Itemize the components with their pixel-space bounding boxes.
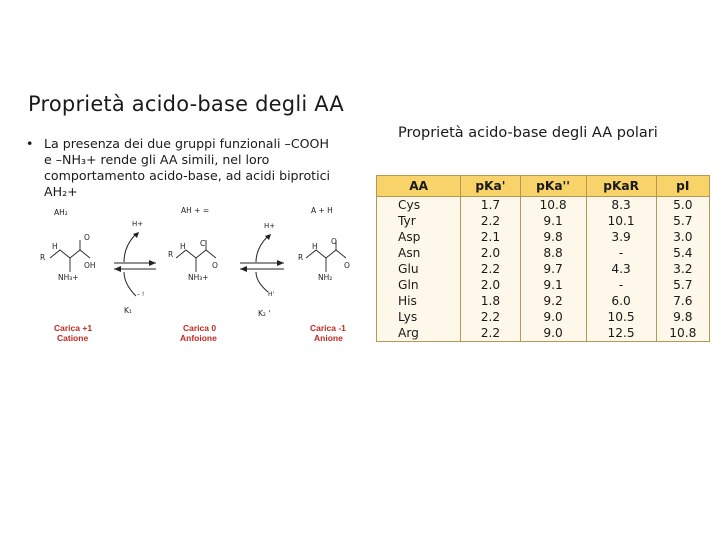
- cell-pka2: 9.0: [520, 309, 586, 325]
- svg-text:O: O: [331, 237, 337, 246]
- species-label: A + H: [311, 206, 333, 215]
- bullet-line: e –NH₃+ rende gli AA simili, nel loro: [44, 152, 270, 167]
- svg-text:C: C: [200, 239, 206, 248]
- cell-aa: Asn: [377, 245, 461, 261]
- svg-text:K₁: K₁: [124, 306, 132, 315]
- cell-pka2: 9.1: [520, 213, 586, 229]
- cell-pkar: 12.5: [586, 325, 656, 342]
- equilibrium-arrows-2: [240, 222, 284, 318]
- pka-table: [376, 175, 710, 342]
- cell-aa: Gln: [377, 277, 461, 293]
- cell-pi: 7.6: [656, 293, 709, 309]
- col-header-aa: AA: [377, 176, 461, 197]
- table-row: [377, 229, 710, 245]
- svg-text:H+: H+: [264, 222, 276, 230]
- table-row: [377, 293, 710, 309]
- charge-caption: Carica 0: [183, 323, 217, 333]
- svg-text:H': H': [268, 291, 275, 298]
- svg-text:NH₂: NH₂: [318, 273, 333, 282]
- cell-aa: Arg: [377, 325, 461, 342]
- svg-text:H: H: [52, 242, 58, 251]
- cell-pka1: 2.0: [461, 245, 520, 261]
- cell-aa: His: [377, 293, 461, 309]
- svg-text:O: O: [84, 233, 90, 242]
- equilibrium-svg: [28, 200, 360, 350]
- cell-pka1: 2.0: [461, 277, 520, 293]
- slide-title: Proprietà acido-base degli AA: [28, 92, 344, 116]
- charge-caption: Catione: [57, 333, 89, 343]
- svg-text:O: O: [212, 261, 218, 270]
- cell-pi: 3.2: [656, 261, 709, 277]
- equilibrium-arrows-1: [114, 220, 156, 315]
- cell-pka2: 9.0: [520, 325, 586, 342]
- cell-pkar: 10.5: [586, 309, 656, 325]
- cell-pka1: 2.2: [461, 309, 520, 325]
- cell-pka1: 1.7: [461, 197, 520, 214]
- table-row: [377, 309, 710, 325]
- cell-pka2: 10.8: [520, 197, 586, 214]
- table-row: [377, 325, 710, 342]
- table-title: Proprietà acido-base degli AA polari: [398, 125, 658, 141]
- svg-text:R: R: [40, 253, 46, 262]
- cell-aa: Asp: [377, 229, 461, 245]
- cell-pka2: 8.8: [520, 245, 586, 261]
- cell-aa: Tyr: [377, 213, 461, 229]
- cell-pka1: 2.2: [461, 325, 520, 342]
- col-header-pka2: pKa'': [520, 176, 586, 197]
- col-header-pkar: pKaR: [586, 176, 656, 197]
- cell-pka2: 9.7: [520, 261, 586, 277]
- cation-structure: [40, 233, 96, 282]
- table-row: [377, 277, 710, 293]
- svg-text:NH₃+: NH₃+: [58, 273, 79, 282]
- table-row: [377, 261, 710, 277]
- cell-pi: 10.8: [656, 325, 709, 342]
- cell-pi: 3.0: [656, 229, 709, 245]
- col-header-pka1: pKa': [461, 176, 520, 197]
- cell-pka2: 9.1: [520, 277, 586, 293]
- cell-pka1: 2.2: [461, 261, 520, 277]
- charge-caption: Anfoione: [180, 333, 217, 343]
- bullet-line: AH₂+: [44, 184, 78, 199]
- svg-text:O: O: [344, 261, 350, 270]
- cell-pi: 5.7: [656, 277, 709, 293]
- cell-pka1: 2.1: [461, 229, 520, 245]
- zwitterion-structure: [168, 239, 218, 282]
- bullet-paragraph: [26, 136, 356, 200]
- svg-text:H+: H+: [132, 220, 144, 228]
- cell-aa: Lys: [377, 309, 461, 325]
- anion-structure: [298, 237, 350, 282]
- svg-text:NH₃+: NH₃+: [188, 273, 209, 282]
- svg-text:OH: OH: [84, 261, 96, 270]
- svg-text:K₂ ': K₂ ': [258, 309, 271, 318]
- svg-text:H: H: [312, 242, 318, 251]
- table-header-row: [377, 176, 710, 197]
- cell-aa: Cys: [377, 197, 461, 214]
- cell-pkar: -: [586, 245, 656, 261]
- cell-pka1: 1.8: [461, 293, 520, 309]
- svg-text:R: R: [298, 253, 304, 262]
- table-row: [377, 245, 710, 261]
- species-label: AH + =: [181, 206, 210, 215]
- cell-pi: 9.8: [656, 309, 709, 325]
- cell-pkar: 10.1: [586, 213, 656, 229]
- cell-aa: Glu: [377, 261, 461, 277]
- svg-text:H: H: [180, 242, 186, 251]
- cell-pi: 5.4: [656, 245, 709, 261]
- charge-caption: Anione: [314, 333, 343, 343]
- table-row: [377, 213, 710, 229]
- cell-pkar: 6.0: [586, 293, 656, 309]
- col-header-pi: pI: [656, 176, 709, 197]
- charge-caption: Carica +1: [54, 323, 93, 333]
- bullet-marker: •: [26, 136, 34, 151]
- svg-text:R: R: [168, 250, 174, 259]
- species-label: AH₂: [54, 208, 68, 217]
- acid-base-equilibrium-diagram: [28, 200, 360, 350]
- cell-pi: 5.0: [656, 197, 709, 214]
- svg-text:– !: – !: [137, 291, 145, 298]
- bullet-line: comportamento acido-base, ad acidi biprotici: [44, 168, 331, 183]
- cell-pkar: 3.9: [586, 229, 656, 245]
- cell-pka1: 2.2: [461, 213, 520, 229]
- cell-pkar: 4.3: [586, 261, 656, 277]
- table-row: [377, 197, 710, 214]
- cell-pka2: 9.2: [520, 293, 586, 309]
- cell-pkar: 8.3: [586, 197, 656, 214]
- cell-pka2: 9.8: [520, 229, 586, 245]
- charge-caption: Carica -1: [310, 323, 346, 333]
- bullet-line: La presenza dei due gruppi funzionali –COOH: [44, 136, 329, 151]
- cell-pi: 5.7: [656, 213, 709, 229]
- cell-pkar: -: [586, 277, 656, 293]
